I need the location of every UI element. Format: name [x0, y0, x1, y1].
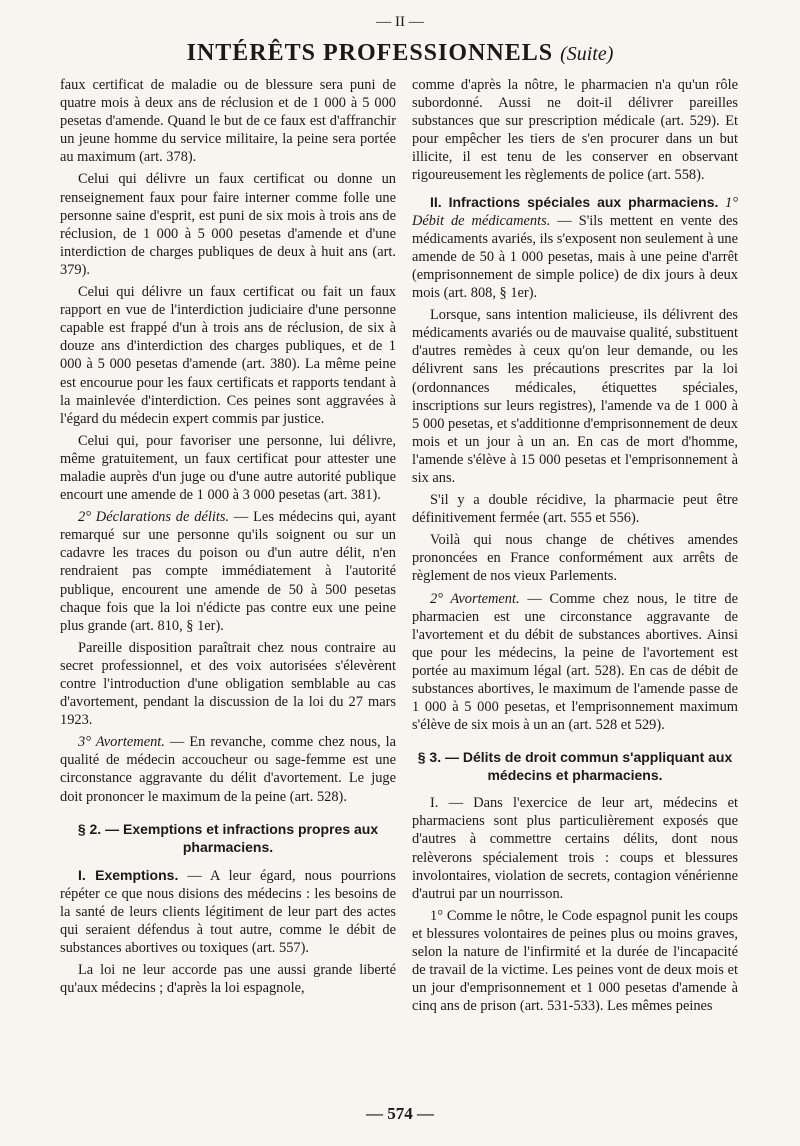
paragraph-label: 2° Déclarations de délits.: [78, 509, 230, 526]
paragraph: S'il y a double récidive, la pharmacie peut être définitivement fermée (art. 555 et 556).: [412, 492, 738, 527]
paragraph: Celui qui délivre un faux certificat ou fait un faux rapport en vue de l'interdiction judiciaire d'une personne capable est frappé d'un à trois ans de réclusion, de six à douze ans d'interdiction des charges publiques, et de 1 000 à 5 000 pesetas d'amende (art. 380). La même peine est encourue pour les faux certificats et rapports tendant à la mainlevée d'interdiction. Ces peines sont aggravées à l'égard du médecin expert commis par justice.: [60, 284, 396, 427]
paragraph: [60, 733, 396, 805]
page-marker: — II —: [376, 14, 424, 30]
running-title-suite: (Suite): [560, 43, 614, 65]
paragraph-body: — En revanche, comme chez nous, la qualité de médecin accoucheur ou sage-femme est une circonstance aggravante du délit d'avortement. Le juge doit prononcer le maximum de la peine (art. 528).: [60, 734, 396, 805]
paragraph: faux certificat de maladie ou de blessure sera puni de quatre mois à deux ans de réclusion et de 1 000 à 5 000 pesetas d'amende. Quand le but de ce faux est d'affranchir un jeune homme du service militaire, la peine sera portée au maximum (art. 378).: [60, 77, 396, 166]
paragraph-label: I. Exemptions.: [78, 866, 179, 883]
paragraph: Celui qui, pour favoriser une personne, lui délivre, même gratuitement, un faux certificat pour attester une maladie auprès d'un juge ou d'une autre autorité publique encourt une amende de 1 000 à 3 000 pesetas (art. 381).: [60, 432, 396, 504]
paragraph-label: 1° Débit de médicaments.: [412, 194, 738, 229]
paragraph: 1° Comme le nôtre, le Code espagnol punit les coups et blessures volontaires de peines plus ou moins graves, selon la nature de l'infirmité et la durée de l'incapacité de travail de la victime. Les peines vont de deux mois et un jour d'emprisonnement et 1 000 pesetas d'amende à cinq ans de prison (art. 531-533). Les mêmes peines: [412, 907, 738, 1015]
paragraph-body: — Comme chez nous, le titre de pharmacien est une circonstance aggravante de l'avortement et du débit de substances abortives. Ainsi que pour les médecins, la peine de l'avortement est portée au maximum légal (art. 528). En cas de débit de substances abortives, le maximum de l'amende passe de 1 000 à 5 000 pesetas, et l'emprisonnement maximum s'élève de six mois à un an (art. 528 et 529).: [412, 590, 738, 734]
left-column: [60, 76, 396, 1001]
running-title: [0, 40, 800, 67]
paragraph-label: 2° Avortement.: [430, 590, 520, 607]
section-heading: § 3. — Délits de droit commun s'appliquant aux médecins et pharmaciens.: [417, 749, 733, 784]
paragraph: comme d'après la nôtre, le pharmacien n'a qu'un rôle subordonné. Aussi ne doit-il délivrer pareilles substances que sur prescription médicale (art. 529). Et pour empêcher les tiers de s'en procurer dans un but illicite, il est tenu de les conserver en observant rigoureusement les règlements de police (art. 558).: [412, 77, 738, 184]
paragraph: Lorsque, sans intention malicieuse, ils délivrent des médicaments avariés ou de mauvaise qualité, substituent d'autres remèdes à ceux qu'on leur demande, ou les délivrent sans les précautions prescrites par la loi (ordonnances médicales, étiquettes spéciales, inscriptions sur leurs registres), l'amende va de 1 000 à 5 000 pesetas, et s'additionne d'emprisonnement de deux mois et un jour à un an. En cas de mort d'homme, l'amende s'élève à 15 000 pesetas et l'emprisonnement à six ans.: [412, 307, 738, 486]
page-number: — 574 —: [366, 1104, 434, 1123]
paragraph-body: — S'ils mettent en vente des médicaments avariés, ils s'exposent non seulement à une amende de 50 à 1 000 pesetas, mais à une peine d'arrêt (emprisonnement de simple police) de dix jours à deux mois (art. 808, § 1er).: [412, 212, 738, 302]
paragraph-body: — Les médecins qui, ayant remarqué sur une personne qu'ils soignent ou sur un cadavre les traces du poison ou d'un autre délit, n'en rendraient pas compte immédiatement à l'autorité publique, encourent une amende de 50 à 500 pesetas chaque fois que la loi n'édicte pas contre eux une peine plus grande (art. 810, § 1er).: [60, 509, 396, 634]
paragraph: [412, 193, 738, 303]
paragraph: Pareille disposition paraîtrait chez nous contraire au secret professionnel, et des voix autorisées s'élevèrent contre l'introduction d'une obligation semblable au cas d'avortement, pendant la discussion de la loi du 27 mars 1923.: [60, 639, 396, 729]
paragraph: [60, 866, 396, 957]
paragraph: [60, 508, 396, 635]
right-column: [412, 76, 738, 1019]
paragraph-body: — A leur égard, nous pourrions répéter ce que nous disions des médecins : les besoins de la santé de leurs clients légitiment de leur part des actes qui seraient défendus à tout autre, comme le débit de substances abortives ou toxiques (art. 557).: [60, 867, 396, 957]
subsection-heading: II. Infractions spéciales aux pharmaciens.: [430, 193, 719, 210]
paragraph: Voilà qui nous change de chétives amendes prononcées en France conformément aux arrêts de règlement de nos vieux Parlements.: [412, 532, 738, 585]
paragraph: [412, 590, 738, 735]
paragraph: Celui qui délivre un faux certificat ou donne un renseignement faux pour faire interner comme folle une personne saine d'esprit, est puni de six mois à trois ans de réclusion, de 1 000 à 5 000 pesetas d'amende et d'une interdiction de charges publiques de deux à huit ans (art. 379).: [60, 171, 396, 278]
paragraph: La loi ne leur accorde pas une aussi grande liberté qu'aux médecins ; d'après la loi espagnole,: [60, 962, 396, 997]
paragraph-label: 3° Avortement.: [78, 734, 165, 751]
running-title-text: INTÉRÊTS PROFESSIONNELS: [186, 40, 554, 66]
section-heading: § 2. — Exemptions et infractions propres aux pharmaciens.: [77, 820, 379, 855]
paragraph: I. — Dans l'exercice de leur art, médecins et pharmaciens sont plus particulièrement exposés que d'autres à commettre certains délits, dont nous relèverons spécialement trois : coups et blessures involontaires, violation de secrets, contagion vénérienne d'autrui par un nourrisson.: [412, 795, 738, 902]
